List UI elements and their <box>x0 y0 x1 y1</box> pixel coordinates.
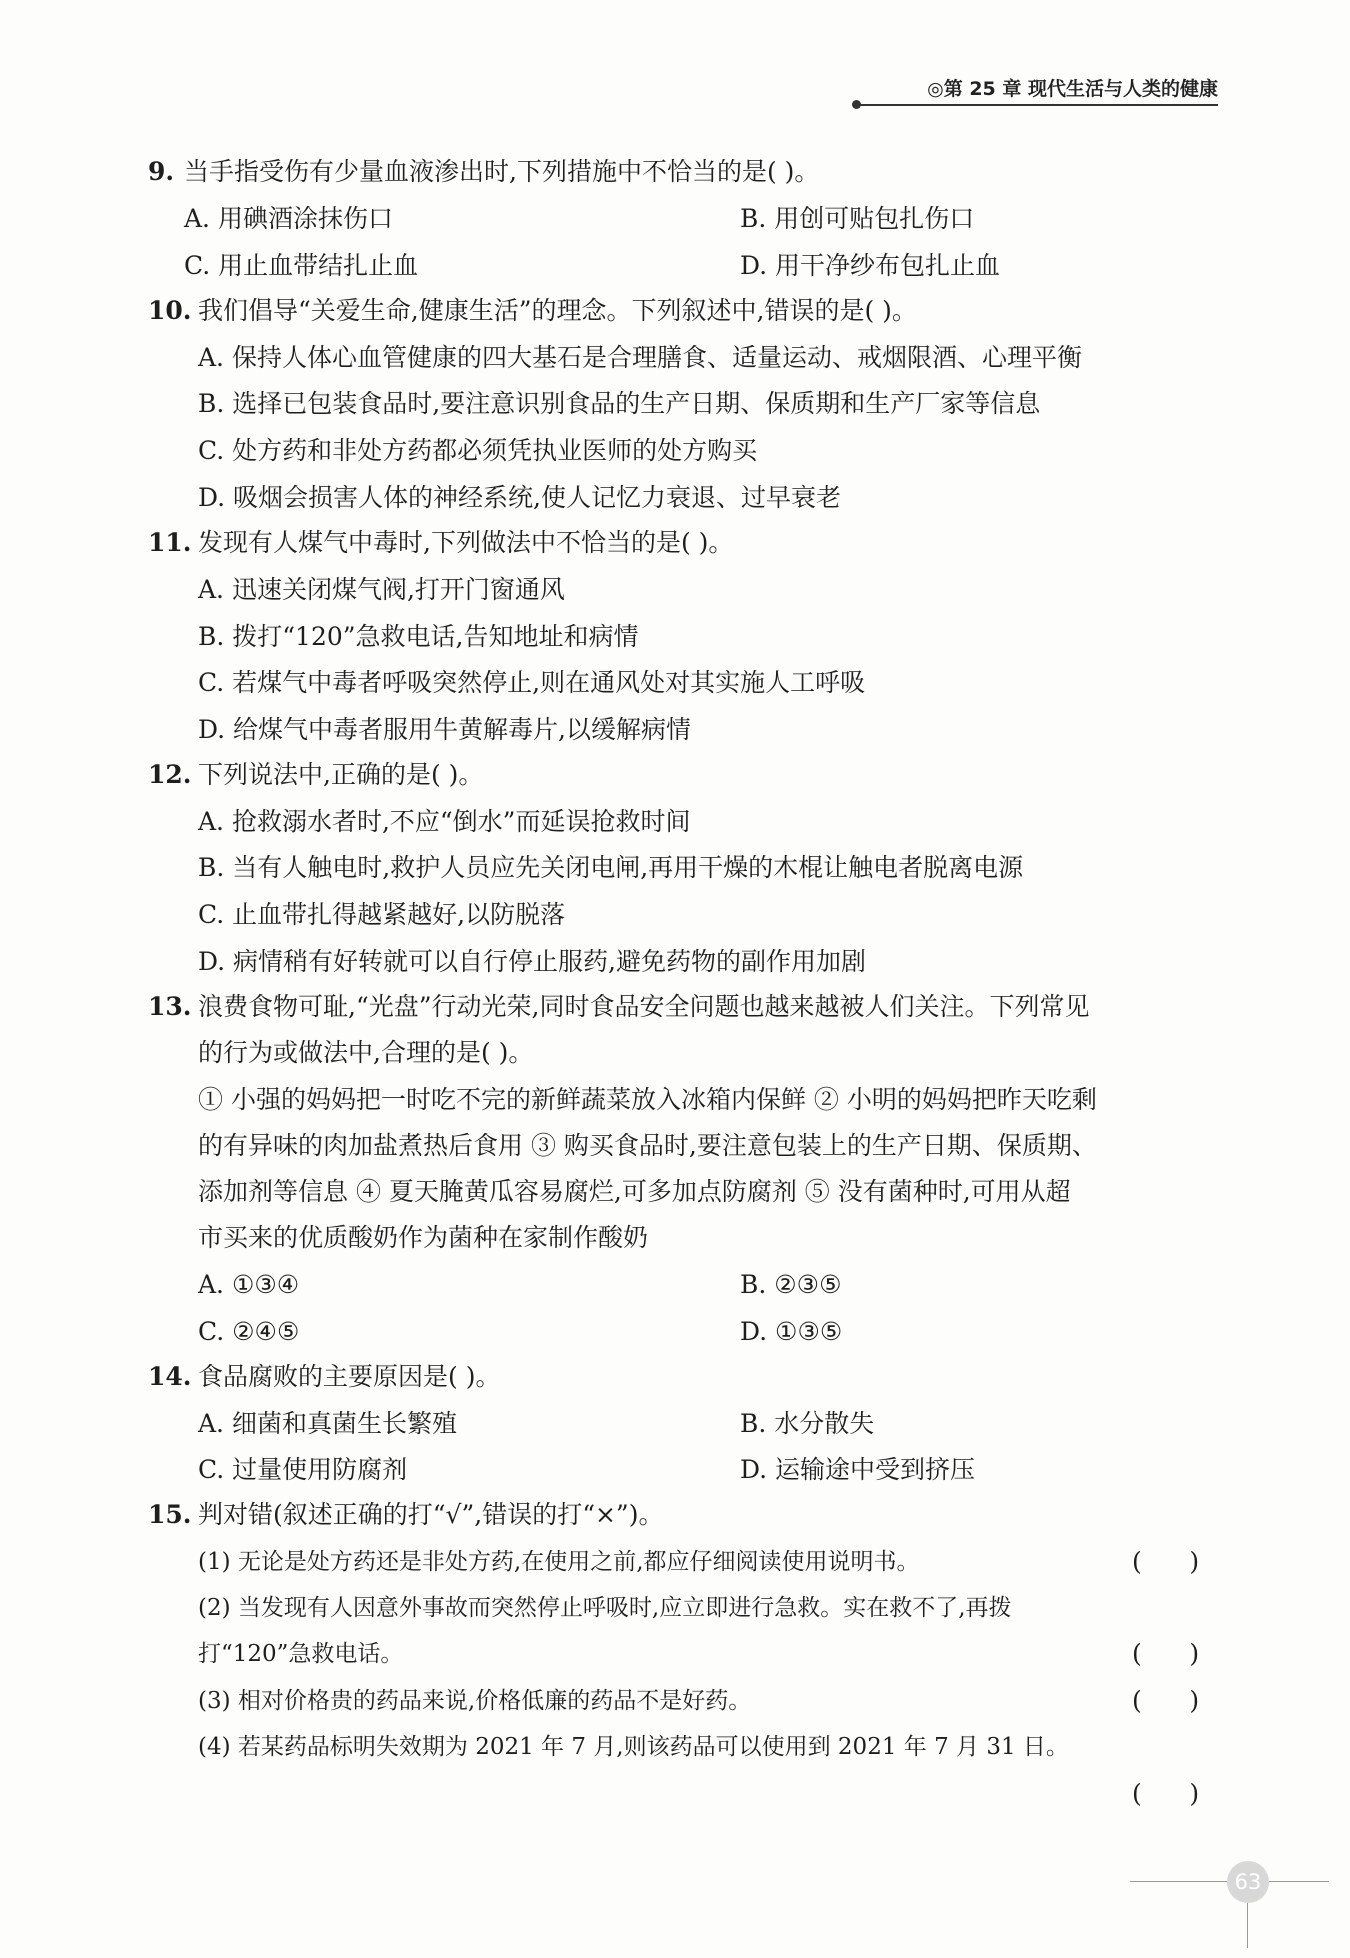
question-stem: 食品腐败的主要原因是( )。 <box>198 1362 501 1391</box>
option-d: D. 病情稍有好转就可以自行停止服药,避免药物的副作用加剧 <box>198 947 866 976</box>
question-number: 10. <box>148 296 192 325</box>
option-a: A. 保持人体心血管健康的四大基石是合理膳食、适量运动、戒烟限酒、心理平衡 <box>198 343 1082 372</box>
page-number-rule <box>1247 1903 1248 1948</box>
option-d: D. 运输途中受到挤压 <box>740 1455 976 1484</box>
option-a: A. ①③④ <box>198 1270 300 1299</box>
question-stem: 浪费食物可耻,“光盘”行动光荣,同时食品安全问题也越来越被人们关注。下列常见 <box>198 992 1090 1021</box>
option-b: B. 用创可贴包扎伤口 <box>740 204 975 233</box>
question-statement: 市买来的优质酸奶作为菌种在家制作酸奶 <box>198 1223 649 1252</box>
question-statement: ① 小强的妈妈把一时吃不完的新鲜蔬菜放入冰箱内保鲜 ② 小明的妈妈把昨天吃剩 <box>198 1085 1097 1114</box>
judgement-item-2-cont: 打“120”急救电话。 <box>198 1641 404 1667</box>
option-b: B. 当有人触电时,救护人员应先关闭电闸,再用干燥的木棍让触电者脱离电源 <box>198 853 1024 882</box>
option-d: D. 给煤气中毒者服用牛黄解毒片,以缓解病情 <box>198 715 691 744</box>
option-b: B. 水分散失 <box>740 1409 875 1438</box>
question-stem: 发现有人煤气中毒时,下列做法中不恰当的是( )。 <box>198 528 734 557</box>
page-number: 63 <box>1227 1861 1269 1903</box>
question-stem: 下列说法中,正确的是( )。 <box>198 760 484 789</box>
answer-bracket: ( ) <box>1132 1639 1200 1668</box>
option-c: C. 用止血带结扎止血 <box>184 251 419 280</box>
option-a: A. 抢救溺水者时,不应“倒水”而延误抢救时间 <box>198 807 691 836</box>
answer-bracket: ( ) <box>1132 1779 1200 1808</box>
chapter-header: ◎第 25 章 现代生活与人类的健康 <box>927 78 1218 100</box>
question-statement: 添加剂等信息 ④ 夏天腌黄瓜容易腐烂,可多加点防腐剂 ⑤ 没有菌种时,可用从超 <box>198 1177 1071 1206</box>
answer-bracket: ( ) <box>1132 1547 1200 1576</box>
header-dot <box>852 100 861 109</box>
page-number-rule <box>1269 1881 1329 1882</box>
option-b: B. ②③⑤ <box>740 1270 842 1299</box>
question-number: 9. <box>148 157 175 186</box>
option-c: C. 止血带扎得越紧越好,以防脱落 <box>198 900 566 929</box>
question-number: 14. <box>148 1362 192 1391</box>
question-number: 15. <box>148 1500 192 1529</box>
question-number: 12. <box>148 760 192 789</box>
question-stem: 的行为或做法中,合理的是( )。 <box>198 1038 534 1067</box>
answer-bracket: ( ) <box>1132 1686 1200 1715</box>
option-d: D. 吸烟会损害人体的神经系统,使人记忆力衰退、过早衰老 <box>198 483 841 512</box>
page-number-rule <box>1130 1881 1227 1882</box>
option-b: B. 拨打“120”急救电话,告知地址和病情 <box>198 622 639 651</box>
header-rule <box>858 104 1218 106</box>
option-b: B. 选择已包装食品时,要注意识别食品的生产日期、保质期和生产厂家等信息 <box>198 389 1041 418</box>
option-d: D. ①③⑤ <box>740 1317 843 1346</box>
option-a: A. 细菌和真菌生长繁殖 <box>198 1409 457 1438</box>
question-stem: 我们倡导“关爱生命,健康生活”的理念。下列叙述中,错误的是( )。 <box>198 296 917 325</box>
judgement-item-1: (1) 无论是处方药还是非处方药,在使用之前,都应仔细阅读使用说明书。 <box>198 1549 920 1575</box>
option-d: D. 用干净纱布包扎止血 <box>740 251 1001 280</box>
question-number: 11. <box>148 528 192 557</box>
judgement-item-3: (3) 相对价格贵的药品来说,价格低廉的药品不是好药。 <box>198 1688 752 1714</box>
option-c: C. 若煤气中毒者呼吸突然停止,则在通风处对其实施人工呼吸 <box>198 668 866 697</box>
option-c: C. 处方药和非处方药都必须凭执业医师的处方购买 <box>198 436 758 465</box>
question-stem: 当手指受伤有少量血液渗出时,下列措施中不恰当的是( )。 <box>184 157 820 186</box>
option-c: C. ②④⑤ <box>198 1317 300 1346</box>
option-c: C. 过量使用防腐剂 <box>198 1455 408 1484</box>
option-a: A. 迅速关闭煤气阀,打开门窗通风 <box>198 575 565 604</box>
judgement-item-2: (2) 当发现有人因意外事故而突然停止呼吸时,应立即进行急救。实在救不了,再拨 <box>198 1595 1012 1621</box>
question-number: 13. <box>148 992 192 1021</box>
question-stem: 判对错(叙述正确的打“√”,错误的打“×”)。 <box>198 1500 664 1529</box>
question-statement: 的有异味的肉加盐煮热后食用 ③ 购买食品时,要注意包装上的生产日期、保质期、 <box>198 1131 1097 1160</box>
judgement-item-4: (4) 若某药品标明失效期为 2021 年 7 月,则该药品可以使用到 2021 年 7 月 31 日。 <box>198 1734 1069 1760</box>
option-a: A. 用碘酒涂抹伤口 <box>184 204 393 233</box>
